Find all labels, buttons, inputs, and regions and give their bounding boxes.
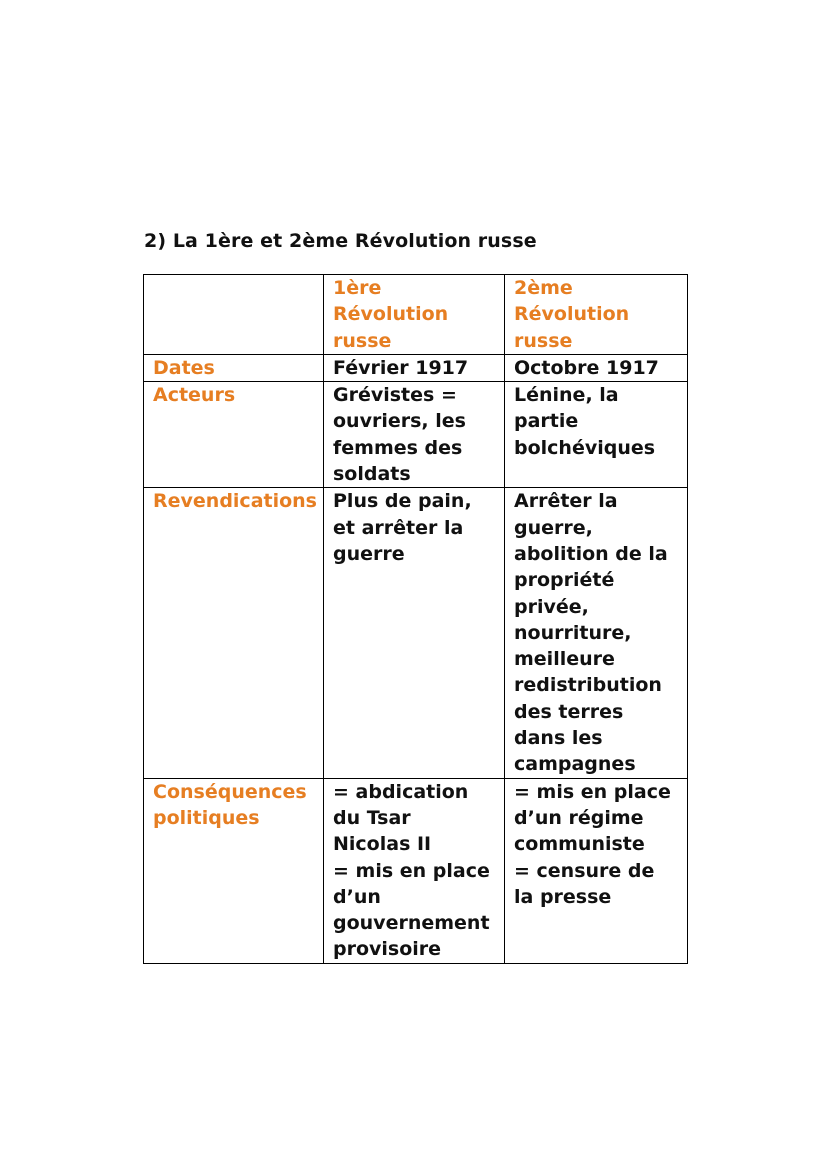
header-empty-cell bbox=[144, 275, 324, 355]
acteurs-first-revolution: Grévistes = ouvriers, les femmes des soldats bbox=[333, 384, 466, 486]
dates-first-revolution: Février 1917 bbox=[333, 356, 469, 379]
table-cell bbox=[324, 354, 505, 381]
row-label-cell bbox=[144, 382, 324, 488]
revolution-table bbox=[143, 274, 688, 964]
header-second-revolution-label: 2ème Révolution russe bbox=[514, 277, 630, 352]
row-label-cell bbox=[144, 354, 324, 381]
row-label-revendications: Revendications bbox=[153, 490, 317, 513]
revendications-first-revolution: Plus de pain, et arrêter la guerre bbox=[333, 490, 472, 565]
row-label-consequences: Conséquences politiques bbox=[153, 780, 307, 829]
row-label-cell bbox=[144, 488, 324, 778]
row-label-cell bbox=[144, 778, 324, 963]
table-row-revendications bbox=[144, 488, 688, 778]
table-cell bbox=[505, 778, 688, 963]
table-cell bbox=[505, 488, 688, 778]
table-row-acteurs bbox=[144, 382, 688, 488]
row-label-acteurs: Acteurs bbox=[153, 384, 236, 407]
table-cell bbox=[324, 382, 505, 488]
dates-second-revolution: Octobre 1917 bbox=[514, 356, 659, 379]
row-label-dates: Dates bbox=[153, 356, 215, 379]
table-cell bbox=[505, 354, 688, 381]
table-cell bbox=[324, 778, 505, 963]
table-cell bbox=[505, 382, 688, 488]
page-title: 2) La 1ère et 2ème Révolution russe bbox=[144, 230, 537, 252]
revendications-second-revolution: Arrêter la guerre, abolition de la propriété privée, nourriture, meilleure redistribution des terres dans les campagnes bbox=[514, 490, 668, 776]
table-header-row bbox=[144, 275, 688, 355]
header-second-revolution bbox=[505, 275, 688, 355]
table-cell bbox=[324, 488, 505, 778]
table-row-consequences bbox=[144, 778, 688, 963]
consequences-second-revolution: = mis en place d’un régime communiste = censure de la presse bbox=[514, 780, 671, 908]
consequences-first-revolution: = abdication du Tsar Nicolas II = mis en place d’un gouvernement provisoire bbox=[333, 780, 490, 961]
table-row-dates bbox=[144, 354, 688, 381]
acteurs-second-revolution: Lénine, la partie bolchéviques bbox=[514, 384, 656, 459]
header-first-revolution-label: 1ère Révolution russe bbox=[333, 277, 449, 352]
header-first-revolution bbox=[324, 275, 505, 355]
